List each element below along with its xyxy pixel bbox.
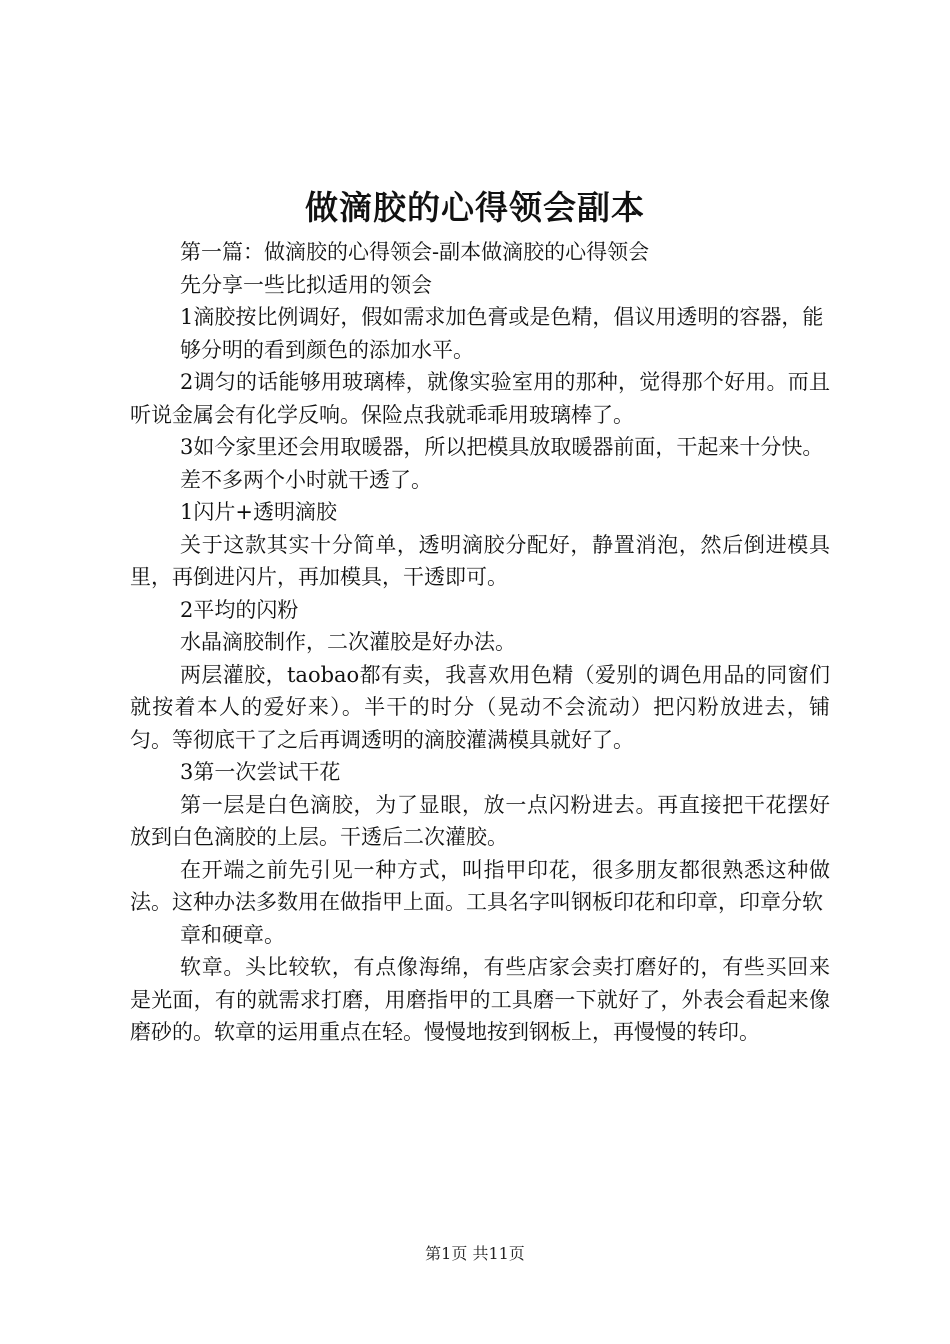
document-body (130, 236, 830, 1049)
paragraph: 够分明的看到颜色的添加水平。 (180, 337, 474, 362)
document-title: 做滴胶的心得领会副本 (305, 188, 645, 227)
paragraph: 在开端之前先引见一种方式，叫指甲印花，很多朋友都很熟悉这种做法。这种办法多数用在做指甲上面。工具名字叫钢板印花和印章，印章分软 (130, 857, 830, 914)
page-number-footer: 第1页 共11页 (425, 1244, 525, 1263)
paragraph: 3第一次尝试干花 (180, 760, 341, 784)
paragraph: 关于这款其实十分简单，透明滴胶分配好，静置消泡，然后倒进模具里，再倒进闪片，再加模具，干透即可。 (130, 532, 830, 589)
paragraph: 1闪片+透明滴胶 (180, 500, 337, 524)
paragraph: 先分享一些比拟适用的领会 (180, 272, 432, 297)
paragraph: 2调匀的话能够用玻璃棒，就像实验室用的那种，觉得那个好用。而且听说金属会有化学反响。保险点我就乖乖用玻璃棒了。 (130, 370, 830, 427)
paragraph: 两层灌胶，taobao都有卖，我喜欢用色精（爱别的调色用品的同窗们就按着本人的爱好来）。半干的时分（晃动不会流动）把闪粉放进去，铺匀。等彻底干了之后再调透明的滴胶灌满模具就好了。 (130, 662, 830, 752)
paragraph: 水晶滴胶制作，二次灌胶是好办法。 (180, 630, 516, 654)
paragraph: 2平均的闪粉 (180, 597, 299, 622)
paragraph: 差不多两个小时就干透了。 (180, 467, 432, 492)
paragraph: 第一篇：做滴胶的心得领会-副本做滴胶的心得领会 (180, 240, 650, 264)
paragraph: 软章。头比较软，有点像海绵，有些店家会卖打磨好的，有些买回来是光面，有的就需求打磨，用磨指甲的工具磨一下就好了，外表会看起来像磨砂的。软章的运用重点在轻。慢慢地按到钢板上，再慢慢的转印。 (130, 955, 830, 1044)
paragraph: 1滴胶按比例调好，假如需求加色膏或是色精，倡议用透明的容器，能 (180, 305, 824, 329)
paragraph: 第一层是白色滴胶，为了显眼，放一点闪粉进去。再直接把干花摆好放到白色滴胶的上层。干透后二次灌胶。 (130, 792, 830, 849)
paragraph: 3如今家里还会用取暖器，所以把模具放取暖器前面，干起来十分快。 (180, 435, 824, 459)
paragraph: 章和硬章。 (180, 922, 285, 947)
